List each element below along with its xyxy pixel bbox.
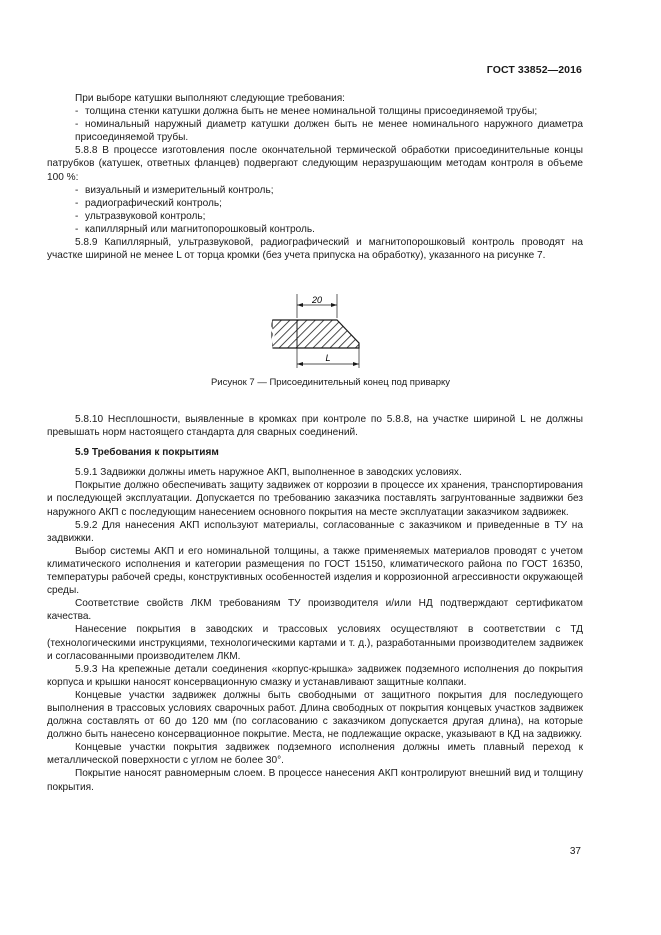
list-item-text: капиллярный или магнитопорошковый контроль. — [85, 223, 315, 235]
dim-label-20: 20 — [311, 295, 323, 305]
hatched-section — [272, 320, 359, 348]
dim-label-L: L — [325, 353, 331, 363]
spacer — [47, 439, 583, 446]
text-block-top — [47, 92, 583, 262]
text-block-bottom — [47, 413, 583, 794]
paragraph: Концевые участки задвижек должны быть свободными от защитного покрытия для последующего выполнения в трассовых условиях сварочных работ. Длина свободных от покрытия концевых участков задвижек должна составлять от 60 до 120 мм (по согласованию с заказчиком допускается другая длина), на которые должно быть нанесено консервационное покрытие. Места, не подлежащие окраске, указывают в КД на задвижку. — [47, 689, 583, 741]
list-dash: - — [75, 223, 79, 235]
list-dash: - — [75, 106, 79, 118]
list-item-text: номинальный наружный диаметр катушки должен быть не менее номинального наружного диаметра присоединяемой трубы. — [75, 119, 583, 144]
paragraph: 5.9.3 На крепежные детали соединения «корпус-крышка» задвижек подземного исполнения до покрытия корпуса и крышки наносят консервационную смазку и устанавливают защитные колпаки. — [47, 663, 583, 688]
list-dash: - — [75, 210, 79, 222]
standard-code: ГОСТ 33852—2016 — [486, 64, 582, 76]
list-item — [47, 184, 583, 197]
list-dash: - — [75, 197, 79, 209]
spacer — [47, 459, 583, 466]
list-item-text: ультразвуковой контроль; — [85, 210, 206, 222]
list-item-text: визуальный и измерительный контроль; — [85, 184, 274, 196]
list-dash: - — [75, 119, 79, 131]
figure-caption: Рисунок 7 — Присоединительный конец под приварку — [210, 377, 451, 388]
page-number: 37 — [569, 846, 581, 857]
paragraph: 5.8.8 В процессе изготовления после окончательной термической обработки присоединительные концы патрубков (катушек, ответных фланцев) подвергают следующим неразрушающим методам контроля в объеме 100 %: — [47, 145, 583, 183]
list-item — [47, 223, 583, 236]
paragraph: Покрытие наносят равномерным слоем. В процессе нанесения АКП контролируют внешний вид и толщину покрытия. — [47, 768, 583, 793]
section-heading: 5.9 Требования к покрытиям — [75, 447, 219, 459]
weld-end-figure — [258, 292, 378, 372]
list-item — [47, 105, 583, 118]
paragraph: При выборе катушки выполняют следующие требования: — [75, 93, 345, 104]
paragraph: Соответствие свойств ЛКМ требованиям ТУ производителя и/или НД подтверждают сертификатом качества. — [47, 598, 583, 623]
paragraph: Выбор системы АКП и его номинальной толщины, а также применяемых материалов проводят с учетом климатического исполнения и категории размещения по ГОСТ 15150, климатического района по ГОСТ 16350, температуры рабочей среды, конструктивных особенностей изделия и коррозионной агрессивности окружающей среды. — [47, 545, 583, 597]
paragraph: Нанесение покрытия в заводских и трассовых условиях осуществляют в соответствии с ТД (технологическими инструкциями, технологическими картами и т. д.), разработанными производителем задвижек и согласованными производителем ЛКМ. — [47, 624, 583, 662]
list-item — [47, 197, 583, 210]
paragraph: 5.8.10 Несплошности, выявленные в кромках при контроле по 5.8.8, на участке шириной L не должны превышать норм настоящего стандарта для сварных соединений. — [47, 414, 583, 439]
list-dash: - — [75, 184, 79, 196]
paragraph: 5.8.9 Капиллярный, ультразвуковой, радиографический и магнитопорошковый контроль проводят на участке шириной не менее L от торца кромки (без учета припуска на обработку), указанного на рисунке 7. — [47, 237, 583, 262]
list-item-text: толщина стенки катушки должна быть не менее номинальной толщины присоединяемой трубы; — [85, 106, 538, 118]
paragraph: 5.9.2 Для нанесения АКП используют материалы, согласованные с заказчиком и приведенные в ТУ на задвижки. — [47, 519, 583, 544]
paragraph: Концевые участки покрытия задвижек подземного исполнения должны иметь плавный переход к металлической поверхности с углом не более 30°. — [47, 742, 583, 767]
list-item — [47, 210, 583, 223]
paragraph: 5.9.1 Задвижки должны иметь наружное АКП, выполненное в заводских условиях. — [75, 467, 462, 479]
list-item — [47, 118, 583, 144]
paragraph: Покрытие должно обеспечивать защиту задвижек от коррозии в процессе их хранения, транспортирования и последующей эксплуатации. Допускается по требованию заказчика поставлять загрунтованные задвижки без наружного АКП с последующим нанесением основного покрытия на месте эксплуатации заказчиком задвижек. — [47, 480, 583, 518]
list-item-text: радиографический контроль; — [85, 197, 222, 209]
